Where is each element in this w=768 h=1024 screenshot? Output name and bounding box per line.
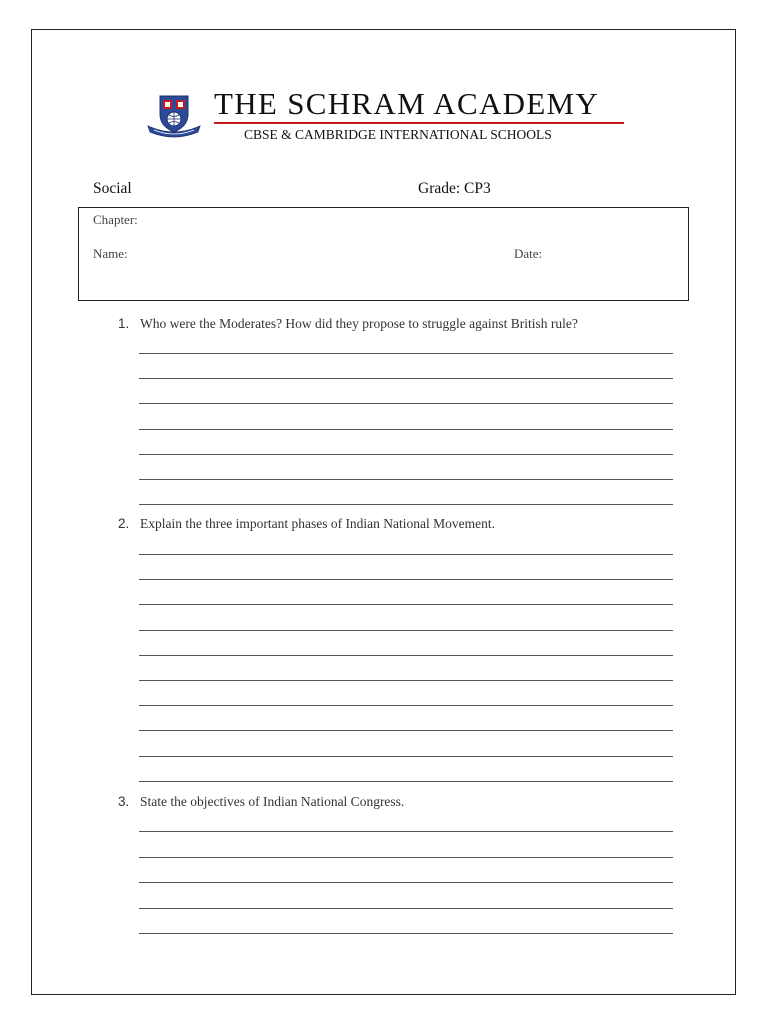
answer-line[interactable] (139, 479, 673, 480)
answer-line[interactable] (139, 454, 673, 455)
answer-line[interactable] (139, 882, 673, 883)
answer-line[interactable] (139, 554, 673, 555)
header-divider (214, 122, 624, 124)
answer-line[interactable] (139, 504, 673, 505)
answer-line[interactable] (139, 831, 673, 832)
school-crest-icon (146, 92, 202, 138)
answer-line[interactable] (139, 933, 673, 934)
school-name: THE SCHRAM ACADEMY (214, 86, 600, 121)
chapter-field[interactable]: Chapter: (93, 212, 138, 227)
answer-line[interactable] (139, 680, 673, 681)
page-border (31, 29, 736, 995)
question-text: State the objectives of Indian National Congress. (140, 794, 405, 809)
answer-line[interactable] (139, 908, 673, 909)
date-field[interactable]: Date: (514, 246, 543, 261)
answer-line[interactable] (139, 604, 673, 605)
question-1 (118, 316, 678, 332)
answer-line[interactable] (139, 705, 673, 706)
student-info-box (78, 207, 689, 301)
answer-line[interactable] (139, 730, 673, 731)
question-text: Explain the three important phases of Indian National Movement. (140, 516, 496, 531)
answer-line[interactable] (139, 655, 673, 656)
answer-line[interactable] (139, 353, 673, 354)
answer-line[interactable] (139, 756, 673, 757)
answer-line[interactable] (139, 857, 673, 858)
answer-line[interactable] (139, 579, 673, 580)
question-number: 1. (118, 316, 130, 331)
question-number: 3. (118, 794, 130, 809)
question-3 (118, 794, 678, 810)
answer-line[interactable] (139, 378, 673, 379)
question-number: 2. (118, 516, 130, 531)
school-subtitle: CBSE & CAMBRIDGE INTERNATIONAL SCHOOLS (244, 127, 552, 142)
question-2 (118, 516, 678, 532)
answer-line[interactable] (139, 781, 673, 782)
answer-line[interactable] (139, 403, 673, 404)
grade-label: Grade: CP3 (418, 180, 491, 197)
name-field[interactable]: Name: (93, 246, 128, 261)
question-text: Who were the Moderates? How did they propose to struggle against British rule? (140, 316, 578, 331)
answer-line[interactable] (139, 429, 673, 430)
subject-label: Social (93, 180, 132, 197)
answer-line[interactable] (139, 630, 673, 631)
